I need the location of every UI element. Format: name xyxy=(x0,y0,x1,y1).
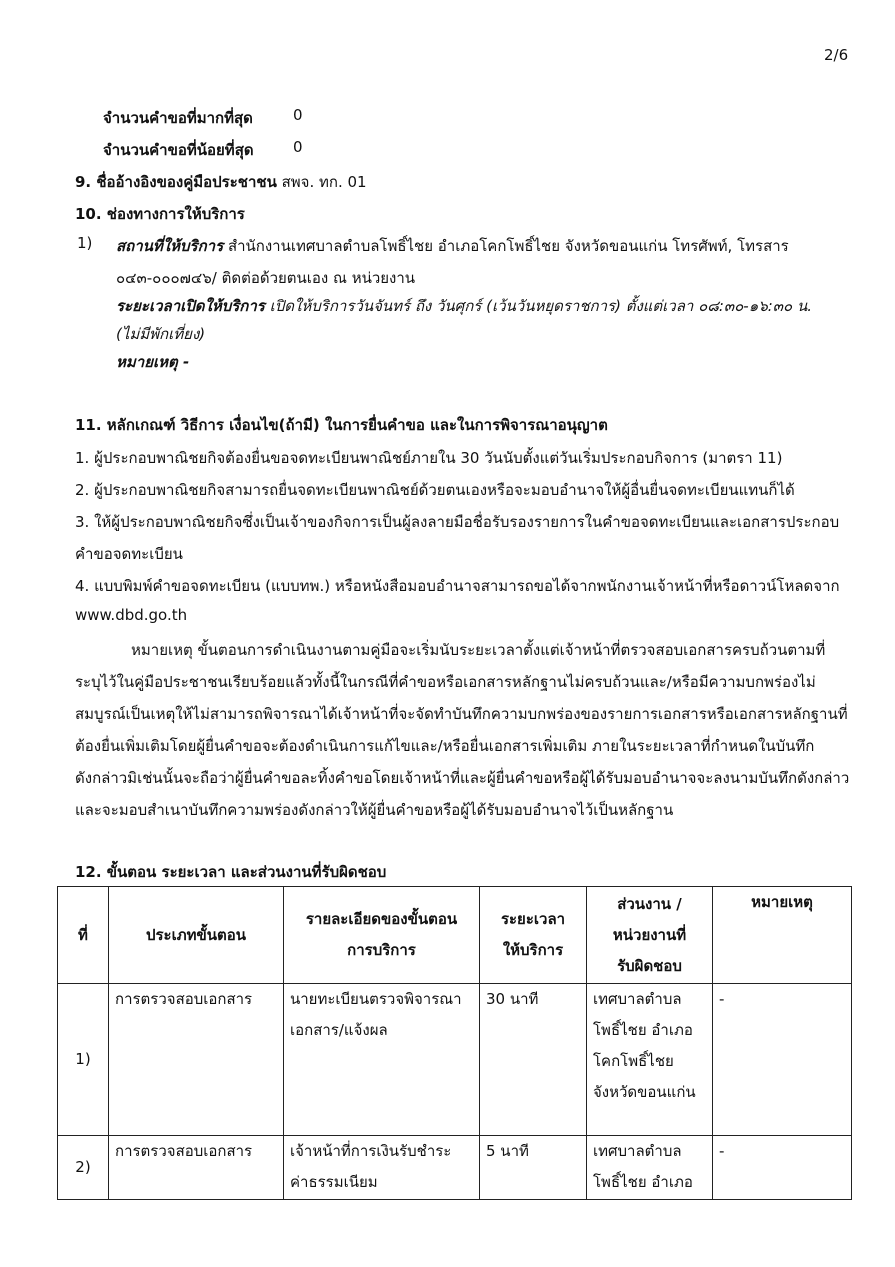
header-detail-line-2: การบริการ xyxy=(347,941,416,959)
header-remark: หมายเหตุ xyxy=(713,887,852,984)
criteria-note-line-6: และจะมอบสำเนาบันทึกความพร่องดังกล่าวให้ผู้ยื่นคำขอหรือผู้ได้รับมอบอำนาจไว้เป็นหลักฐาน xyxy=(75,801,674,819)
section-10-heading: 10. ช่องทางการให้บริการ xyxy=(75,205,245,223)
section-9-heading: 9. ชื่ออ้างอิงของคู่มือประชาชน xyxy=(75,173,277,191)
service-hours-text: เปิดให้บริการวันจันทร์ ถึง วันศุกร์ (เว้นวันหยุดราชการ) ตั้งแต่เวลา ๐๘:๓๐-๑๖:๓๐ น. xyxy=(269,297,813,315)
row-detail-line-2: ค่าธรรมเนียม xyxy=(290,1173,378,1191)
criteria-item-3-cont: คำขอจดทะเบียน xyxy=(75,545,183,563)
service-location-text: สำนักงานเทศบาลตำบลโพธิ์ไชย อำเภอโคกโพธิ์ไชย จังหวัดขอนแก่น โทรศัพท์, โทรสาร xyxy=(227,237,789,255)
criteria-note-line-2: ระบุไว้ในคู่มือประชาชนเรียบร้อยแล้วทั้งนี้ในกรณีที่คำขอหรือเอกสารหลักฐานไม่ครบถ้วนและ/หรือมีความบกพร่องไม่ xyxy=(75,673,816,691)
section-11-heading: 11. หลักเกณฑ์ วิธีการ เงื่อนไข(ถ้ามี) ในการยื่นคำขอ และในการพิจารณาอนุญาต xyxy=(75,416,608,434)
row-detail-line-1: นายทะเบียนตรวจพิจารณา xyxy=(290,990,462,1008)
header-detail-line-1: รายละเอียดของขั้นตอน xyxy=(305,910,458,928)
header-duration xyxy=(480,887,587,984)
table-row xyxy=(58,984,852,1136)
service-location-label: สถานที่ให้บริการ xyxy=(116,237,224,255)
header-unit-line-2: หน่วยงานที่ xyxy=(612,925,687,944)
max-requests-value: 0 xyxy=(293,106,303,124)
section-10-item-no: 1) xyxy=(77,234,93,252)
service-hours-text-2: (ไม่มีพักเที่ยง) xyxy=(116,325,206,343)
section-12-heading: 12. ขั้นตอน ระยะเวลา และส่วนงานที่รับผิดชอบ xyxy=(75,863,387,881)
row-duration: 30 นาที xyxy=(480,984,587,1136)
row-type: การตรวจสอบเอกสาร xyxy=(109,1136,284,1200)
row-no: 1) xyxy=(58,984,109,1136)
row-unit xyxy=(587,984,713,1136)
criteria-item-4: 4. แบบพิมพ์คำขอจดทะเบียน (แบบทพ.) หรือหนังสือมอบอำนาจสามารถขอได้จากพนักงานเจ้าหน้าที่หรือดาวน์โหลดจาก xyxy=(75,577,840,595)
row-unit xyxy=(587,1136,713,1200)
criteria-item-4-url: www.dbd.go.th xyxy=(75,606,188,624)
table-row xyxy=(58,1136,852,1200)
row-remark: - xyxy=(713,1136,852,1200)
header-duration-line-1: ระยะเวลา xyxy=(500,910,566,928)
row-remark: - xyxy=(713,984,852,1136)
service-hours-label: ระยะเวลาเปิดให้บริการ xyxy=(116,297,265,315)
row-detail-line-1: เจ้าหน้าที่การเงินรับชำระ xyxy=(290,1142,452,1160)
header-type: ประเภทขั้นตอน xyxy=(109,887,284,984)
table-header-row xyxy=(58,887,852,984)
row-unit-line-3: โคกโพธิ์ไชย xyxy=(593,1052,674,1070)
criteria-note-line-1: หมายเหตุ ขั้นตอนการดำเนินงานตามคู่มือจะเริ่มนับระยะเวลาตั้งแต่เจ้าหน้าที่ตรวจสอบเอกสารครบถ้วนตามที่ xyxy=(131,641,826,659)
header-unit-line-3: รับผิดชอบ xyxy=(617,956,682,975)
steps-table xyxy=(57,886,852,1200)
row-unit-line-1: เทศบาลตำบล xyxy=(593,990,682,1008)
row-no: 2) xyxy=(58,1136,109,1200)
criteria-note-line-4: ต้องยื่นเพิ่มเติมโดยผู้ยื่นคำขอจะต้องดำเนินการแก้ไขและ/หรือยื่นเอกสารเพิ่มเติม ภายในระยะเวลาที่กำหนดในบันทึก xyxy=(75,737,815,755)
service-location-text-2: ๐๔๓-๐๐๐๗๔๖/ ติดต่อด้วยตนเอง ณ หน่วยงาน xyxy=(116,269,416,287)
header-duration-line-2: ให้บริการ xyxy=(502,941,564,959)
criteria-item-1: 1. ผู้ประกอบพาณิชยกิจต้องยื่นขอจดทะเบียนพาณิชย์ภายใน 30 วันนับตั้งแต่วันเริ่มประกอบกิจการ (มาตรา 11) xyxy=(75,449,783,467)
row-detail xyxy=(284,984,480,1136)
row-type: การตรวจสอบเอกสาร xyxy=(109,984,284,1136)
section-9-value: สพจ. ทก. 01 xyxy=(281,173,367,191)
row-unit-line-4: จังหวัดขอนแก่น xyxy=(593,1083,696,1101)
row-unit-line-2: โพธิ์ไชย อำเภอ xyxy=(593,1021,693,1039)
min-requests-value: 0 xyxy=(293,138,303,156)
header-no: ที่ xyxy=(58,887,109,984)
row-duration: 5 นาที xyxy=(480,1136,587,1200)
section-9 xyxy=(75,170,367,194)
row-detail xyxy=(284,1136,480,1200)
row-unit-line-1: เทศบาลตำบล xyxy=(593,1142,682,1160)
criteria-item-2: 2. ผู้ประกอบพาณิชยกิจสามารถยื่นจดทะเบียนพาณิชย์ด้วยตนเองหรือจะมอบอำนาจให้ผู้อื่นยื่นจดทะเบียนแทนก็ได้ xyxy=(75,481,795,499)
criteria-item-3: 3. ให้ผู้ประกอบพาณิชยกิจซึ่งเป็นเจ้าของกิจการเป็นผู้ลงลายมือชื่อรับรองรายการในคำขอจดทะเบียนและเอกสารประกอบ xyxy=(75,513,840,531)
criteria-note-line-3: สมบูรณ์เป็นเหตุให้ไม่สามารถพิจารณาได้เจ้าหน้าที่จะจัดทำบันทึกความบกพร่องของรายการเอกสารหรือเอกสารหลักฐานที่ xyxy=(75,705,848,723)
row-detail-line-2: เอกสาร/แจ้งผล xyxy=(290,1021,388,1039)
service-location xyxy=(116,234,789,258)
min-requests-label: จำนวนคำขอที่น้อยที่สุด xyxy=(103,141,254,159)
header-unit-line-1: ส่วนงาน / xyxy=(617,894,682,913)
header-detail xyxy=(284,887,480,984)
header-unit xyxy=(587,887,713,984)
criteria-note-line-5: ดังกล่าวมิเช่นนั้นจะถือว่าผู้ยื่นคำขอละทิ้งคำขอโดยเจ้าหน้าที่และผู้ยื่นคำขอหรือผู้ได้รับมอบอำนาจจะลงนามบันทึกดังกล่าว xyxy=(75,769,850,787)
service-hours xyxy=(116,294,812,318)
max-requests-label: จำนวนคำขอที่มากที่สุด xyxy=(103,109,253,127)
page-number: 2/6 xyxy=(824,46,849,64)
service-note: หมายเหตุ - xyxy=(116,353,190,371)
row-unit-line-2: โพธิ์ไชย อำเภอ xyxy=(593,1173,693,1191)
